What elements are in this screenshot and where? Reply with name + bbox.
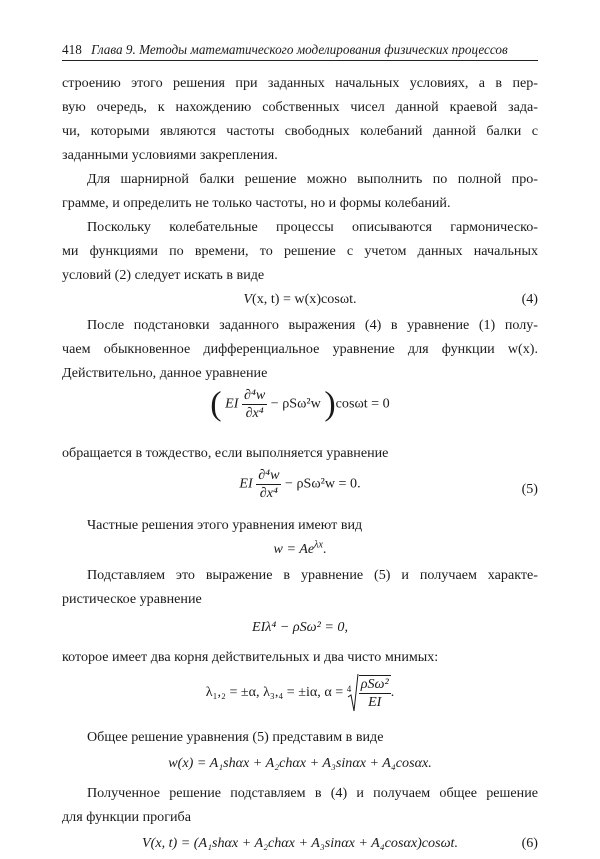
paragraph (62, 563, 538, 611)
equation-number: (4) (521, 291, 538, 307)
fraction: $\frac{\text{ρSω²}}{EI}$ (360, 676, 389, 710)
paragraph (62, 167, 538, 215)
fraction: $\frac{\text{∂⁴w}}{\text{∂x⁴}}$ (244, 387, 266, 421)
text-line: Действительно, данное уравнение (62, 365, 268, 381)
text-line: которое имеет два корня действительных и два чисто мнимых: (62, 649, 439, 665)
equation-6: V(x, t) = (A₁shαx + A₂chαx + A₃sinαx + A₄cosαx)cosωt. (6) (62, 829, 538, 859)
paragraph (62, 645, 538, 669)
running-header (62, 40, 538, 61)
text-line: строению этого решения при заданных начальных условиях, а в пер- (62, 75, 538, 91)
paragraph (62, 441, 538, 465)
paragraph (62, 313, 538, 385)
equation-number: (6) (521, 835, 538, 851)
paragraph (62, 215, 538, 287)
equation-substitution: ( EI $\frac{\text{∂⁴w}}{\text{∂x⁴}}$ − ρSω²w )cosωt = 0 (210, 385, 390, 423)
equation-5: EI $\frac{\text{∂⁴w}}{\text{∂x⁴}}$ − ρSω²w = 0. (5) (239, 467, 538, 501)
chapter-title: Глава 9. Методы математического моделирования физических процессов (91, 42, 508, 57)
text-line: Полученное решение подставляем в (4) и получаем общее решение (87, 785, 538, 801)
text-line: Для шарнирной балки решение можно выполнить по полной про- (87, 171, 538, 187)
paragraph (62, 781, 538, 829)
text-line: вую очередь, к нахождению собственных чисел данной краевой зада- (62, 99, 538, 115)
text-line: После подстановки заданного выражения (4) в уравнение (1) полу- (87, 317, 538, 333)
equation-characteristic: EIλ⁴ − ρSω² = 0, (252, 619, 348, 635)
text-line: для функции прогиба (62, 809, 191, 825)
equation-particular: $w = Ae^{\lambda x}$. (273, 539, 327, 557)
text-line: заданными условиями закрепления. (62, 147, 278, 163)
paragraph (62, 725, 538, 749)
equation-number: (5) (521, 481, 538, 497)
paragraph (62, 513, 538, 537)
equation-roots: λ₁,₂ = ±α, λ₃,₄ = ±iα, α = 4 $\frac{\text{ρSω²}}{EI}$ . (62, 669, 538, 725)
equation-general: w(x) = A₁shαx + A₂chαx + A₃sinαx + A₄cosαx. (168, 755, 432, 771)
text-line: Частные решения этого уравнения имеют вид (87, 517, 363, 533)
text-line: ристическое уравнение (62, 591, 202, 607)
text-line: ми функциями по времени, то решение с учетом данных начальных (62, 243, 538, 259)
text-line: Подставляем это выражение в уравнение (5) и получаем характе- (87, 567, 538, 583)
book-page (62, 40, 538, 859)
text-line: обращается в тождество, если выполняется уравнение (62, 445, 389, 461)
page-number: 418 (62, 42, 82, 57)
text-line: чи, которыми являются частоты свободных колебаний данной балки с (62, 123, 538, 139)
page-body (62, 71, 538, 859)
text-line: грамме, и определить не только частоты, но и формы колебаний. (62, 195, 451, 211)
fraction: $\frac{\text{∂⁴w}}{\text{∂x⁴}}$ (258, 467, 280, 501)
radical-sign (347, 673, 359, 713)
text-line: Поскольку колебательные процессы описываются гармоническо- (87, 219, 538, 235)
radical: 4 $\frac{\text{ρSω²}}{EI}$ (347, 675, 391, 711)
text-line: Общее решение уравнения (5) представим в виде (87, 729, 384, 745)
equation-4: V(x, t) = w(x)cosωt. (4) (62, 287, 538, 313)
text-line: условий (2) следует искать в виде (62, 267, 265, 283)
paragraph (62, 71, 538, 167)
text-line: чаем обыкновенное дифференциальное уравнение для функции w(x). (62, 341, 538, 357)
